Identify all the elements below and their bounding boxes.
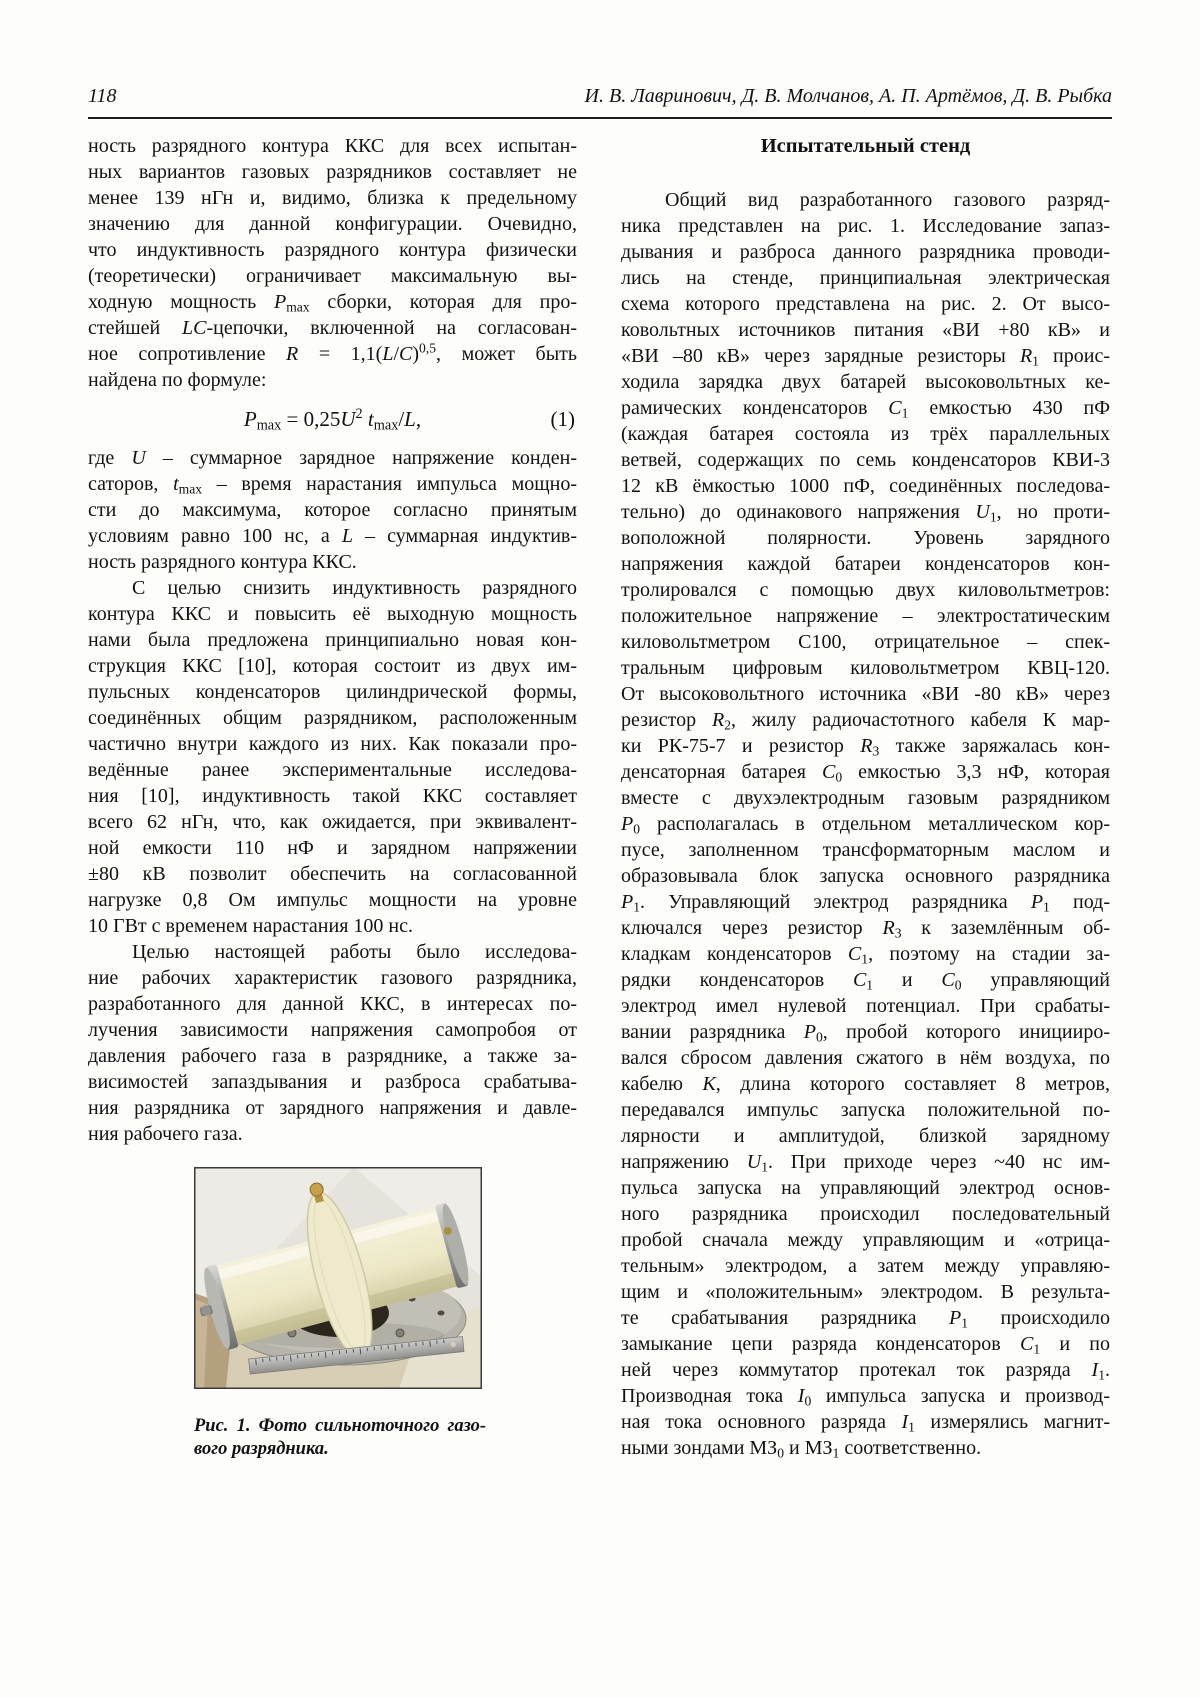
text-line: кладкам конденсаторов $C_1$, поэтому на стадии за- bbox=[621, 943, 1110, 967]
figure-caption bbox=[194, 1415, 486, 1461]
text-line: 12 кВ ёмкостью 1000 пФ, соединённых последова- bbox=[621, 475, 1110, 497]
text-line: где U – суммарное зарядное напряжение конден- bbox=[88, 447, 577, 469]
text-line: менее 139 нГн и, видимо, близка к предельному bbox=[88, 187, 577, 209]
text-line: ния рабочего газа. bbox=[88, 1123, 243, 1145]
authors-line: И. В. Лавринович, Д. В. Молчанов, А. П. Артёмов, Д. В. Рыбка bbox=[584, 85, 1112, 107]
text-line: стейшей LC-цепочки, включенной на согласован- bbox=[88, 317, 577, 339]
paragraph-continuation bbox=[88, 133, 577, 393]
text-line: электрод имел нулевой потенциал. При срабаты- bbox=[621, 995, 1110, 1017]
text-line: саторов, $t_{max}$ – время нарастания импульса мощно- bbox=[88, 473, 577, 497]
text-line: нагрузке 0,8 Ом импульс мощности на уровне bbox=[88, 889, 577, 911]
figure-photo bbox=[194, 1167, 482, 1389]
text-line: ная тока основного разряда $I_1$ измерялись магнит- bbox=[621, 1411, 1111, 1435]
section-heading: Испытательный стенд bbox=[760, 135, 971, 157]
two-column-body bbox=[88, 133, 1112, 1461]
gas-discharger-photo bbox=[194, 1167, 482, 1389]
text-line: пульсных конденсаторов цилиндрической формы, bbox=[88, 681, 577, 703]
text-line: что индуктивность разрядного контура физически bbox=[88, 239, 577, 261]
paragraph-where bbox=[88, 445, 577, 575]
text-line: условиям равно 100 нс, а L – суммарная индуктив- bbox=[88, 525, 578, 547]
text-line: соединённых общим разрядником, расположенным bbox=[88, 707, 577, 729]
text-line: контура ККС и повысить её выходную мощность bbox=[88, 603, 577, 625]
text-line: резистор $R_2$, жилу радиочастотного кабеля К мар- bbox=[621, 709, 1110, 733]
text-line: ность разрядного контура ККС для всех испытан- bbox=[88, 135, 577, 157]
text-line: (каждая батарея состояла из трёх параллельных bbox=[621, 423, 1110, 445]
text-line: рядки конденсаторов $C_1$ и $C_0$ управляющий bbox=[621, 969, 1111, 993]
text-line: значению для данной конфигурации. Очевидно, bbox=[88, 213, 577, 235]
text-line: пульса запуска на управляющий электрод основ- bbox=[621, 1177, 1110, 1199]
equation-number: (1) bbox=[550, 407, 575, 431]
text-line: $P_1$. Управляющий электрод разрядника $P_1$ под- bbox=[621, 891, 1110, 915]
text-line: напряжения каждой батареи конденсаторов кон- bbox=[621, 553, 1110, 575]
text-line: «ВИ –80 кВ» через зарядные резисторы $R_1$ проис- bbox=[621, 345, 1110, 369]
text-line: вместе с двухэлектродным газовым разрядником bbox=[621, 787, 1110, 809]
text-line: разработанного для данной ККС, в интересах по- bbox=[88, 993, 577, 1015]
text-line: ных вариантов газовых разрядников составляет не bbox=[88, 161, 577, 183]
text-line: ность разрядного контура ККС. bbox=[88, 551, 357, 573]
text-line: ное сопротивление $R = 1,1(L/C)^{0,5}$, может быть bbox=[88, 340, 577, 365]
text-line: воположной полярности. Уровень зарядного bbox=[621, 527, 1110, 549]
text-line: ния [10], индуктивность такой ККС составляет bbox=[88, 785, 577, 807]
left-column bbox=[88, 133, 577, 1461]
text-line: ния разрядника от зарядного напряжения и давле- bbox=[88, 1097, 577, 1119]
text-line: лярности и амплитудой, близкой зарядному bbox=[621, 1125, 1110, 1147]
figure-1 bbox=[194, 1167, 486, 1461]
text-line: ключался через резистор $R_3$ к заземлённым об- bbox=[621, 917, 1110, 941]
text-line: От высоковольтного источника «ВИ -80 кВ» через bbox=[621, 683, 1110, 705]
text-line: ковольтных источников питания «ВИ +80 кВ» и bbox=[621, 319, 1110, 341]
text-line: ника представлен на рис. 1. Исследование запаз- bbox=[621, 215, 1110, 237]
equation bbox=[88, 406, 577, 432]
text-line: денсаторная батарея $C_0$ емкостью 3,3 нФ, которая bbox=[621, 761, 1111, 785]
paragraph-goal-design bbox=[88, 575, 577, 939]
text-line: ного разрядника происходил последовательный bbox=[621, 1203, 1110, 1225]
text-line: сти до максимума, которое согласно принятым bbox=[88, 499, 577, 521]
text-line: давления рабочего газа в разряднике, а также за- bbox=[88, 1045, 577, 1067]
text-line: ±80 кВ позволит обеспечить на согласованной bbox=[88, 863, 577, 885]
text-line: частично внутри каждого из них. Как показали про- bbox=[88, 733, 577, 755]
text-line: рамических конденсаторов $C_1$ емкостью 430 пФ bbox=[621, 397, 1110, 421]
paragraph-test-stand bbox=[621, 187, 1110, 1461]
text-line: струкция ККС [10], которая состоит из двух им- bbox=[88, 655, 577, 677]
text-line: лись на стенде, принципиальная электрическая bbox=[621, 267, 1110, 289]
text-line: висимостей запаздывания и разброса срабатыва- bbox=[88, 1071, 577, 1093]
page-number: 118 bbox=[88, 85, 117, 107]
text-line: нами была предложена принципиально новая кон- bbox=[88, 629, 577, 651]
text-line: ведённые ранее экспериментальные исследова- bbox=[88, 759, 577, 781]
text-line: дывания и разброса данного разрядника проводи- bbox=[621, 241, 1110, 263]
text-line: образовывала блок запуска основного разрядника bbox=[621, 865, 1110, 887]
text-line: схема которого представлена на рис. 2. От высо- bbox=[621, 293, 1110, 315]
text-line: вого разрядника. bbox=[194, 1439, 329, 1459]
text-line: С целью снизить индуктивность разрядного bbox=[132, 577, 577, 599]
text-line: (теоретически) ограничивает максимальную вы- bbox=[88, 265, 577, 287]
text-line: Производная тока $I_0$ импульса запуска и производ- bbox=[621, 1385, 1110, 1409]
text-line: тральным цифровым киловольтметром КВЦ-120. bbox=[621, 657, 1110, 679]
text-line: положительное напряжение – электростатическим bbox=[621, 605, 1110, 627]
text-line: тельным» электродом, а затем между управляю- bbox=[621, 1255, 1110, 1277]
text-line: 10 ГВт с временем нарастания 100 нс. bbox=[88, 915, 413, 937]
text-line: пробой сначала между управляющим и «отрица- bbox=[621, 1229, 1110, 1251]
text-line: вании разрядника $P_0$, пробой которого иницииро- bbox=[621, 1021, 1110, 1045]
text-line: передавался импульс запуска положительной по- bbox=[621, 1099, 1110, 1121]
equation-body: $P_{max} = 0,25U^2$ $t_{max}/L$, bbox=[243, 406, 422, 434]
text-line: пусе, заполненном трансформаторным маслом и bbox=[621, 839, 1110, 861]
text-line: Общий вид разработанного газового разряд- bbox=[665, 189, 1110, 211]
text-line: ными зондами $МЗ_0$ и $МЗ_1$ соответственно. bbox=[621, 1437, 982, 1461]
right-column bbox=[621, 133, 1110, 1461]
text-line: киловольтметром С100, отрицательное – спек- bbox=[621, 631, 1110, 653]
text-line: тельно) до одинакового напряжения $U_1$, но проти- bbox=[621, 501, 1111, 525]
running-head bbox=[88, 84, 1112, 108]
text-line: ной емкости 110 нФ и зарядном напряжении bbox=[88, 837, 577, 859]
text-line: ней через коммутатор протекал ток разряда $I_1$. bbox=[621, 1359, 1110, 1383]
text-line: вался сбросом давления сжатого в нём воздуха, по bbox=[621, 1047, 1110, 1069]
text-line: ветвей, содержащих по семь конденсаторов КВИ-3 bbox=[621, 449, 1110, 471]
text-line: напряжению $U_1$. При приходе через ~40 нс им- bbox=[621, 1151, 1110, 1175]
text-line: те срабатывания разрядника $P_1$ происходило bbox=[621, 1307, 1110, 1331]
text-line: лучения зависимости напряжения самопробоя от bbox=[88, 1019, 577, 1041]
text-line: Целью настоящей работы было исследова- bbox=[132, 941, 577, 963]
text-line: ки РК-75-7 и резистор $R_3$ также заряжалась кон- bbox=[621, 735, 1111, 759]
header-rule bbox=[88, 117, 1112, 119]
text-line: ходную мощность $P_{max}$ сборки, которая для про- bbox=[88, 291, 577, 315]
text-line: ние рабочих характеристик газового разрядника, bbox=[88, 967, 577, 989]
text-line: кабелю K, длина которого составляет 8 метров, bbox=[621, 1073, 1110, 1095]
text-line: Рис. 1. Фото сильноточного газо- bbox=[194, 1416, 486, 1436]
text-line: всего 62 нГн, что, как ожидается, при эквивалент- bbox=[88, 811, 577, 833]
text-line: ходила зарядка двух батарей высоковольтных ке- bbox=[621, 371, 1110, 393]
text-line: $P_0$ располагалась в отдельном металлическом кор- bbox=[621, 813, 1110, 837]
text-line: замыкание цепи разряда конденсаторов $C_1$ и по bbox=[621, 1333, 1111, 1357]
text-line: найдена по формуле: bbox=[88, 369, 267, 391]
text-line: щим и «положительным» электродом. В результа- bbox=[621, 1281, 1110, 1303]
paragraph-work-aim bbox=[88, 939, 577, 1147]
text-line: тролировался с помощью двух киловольтметров: bbox=[621, 579, 1110, 601]
